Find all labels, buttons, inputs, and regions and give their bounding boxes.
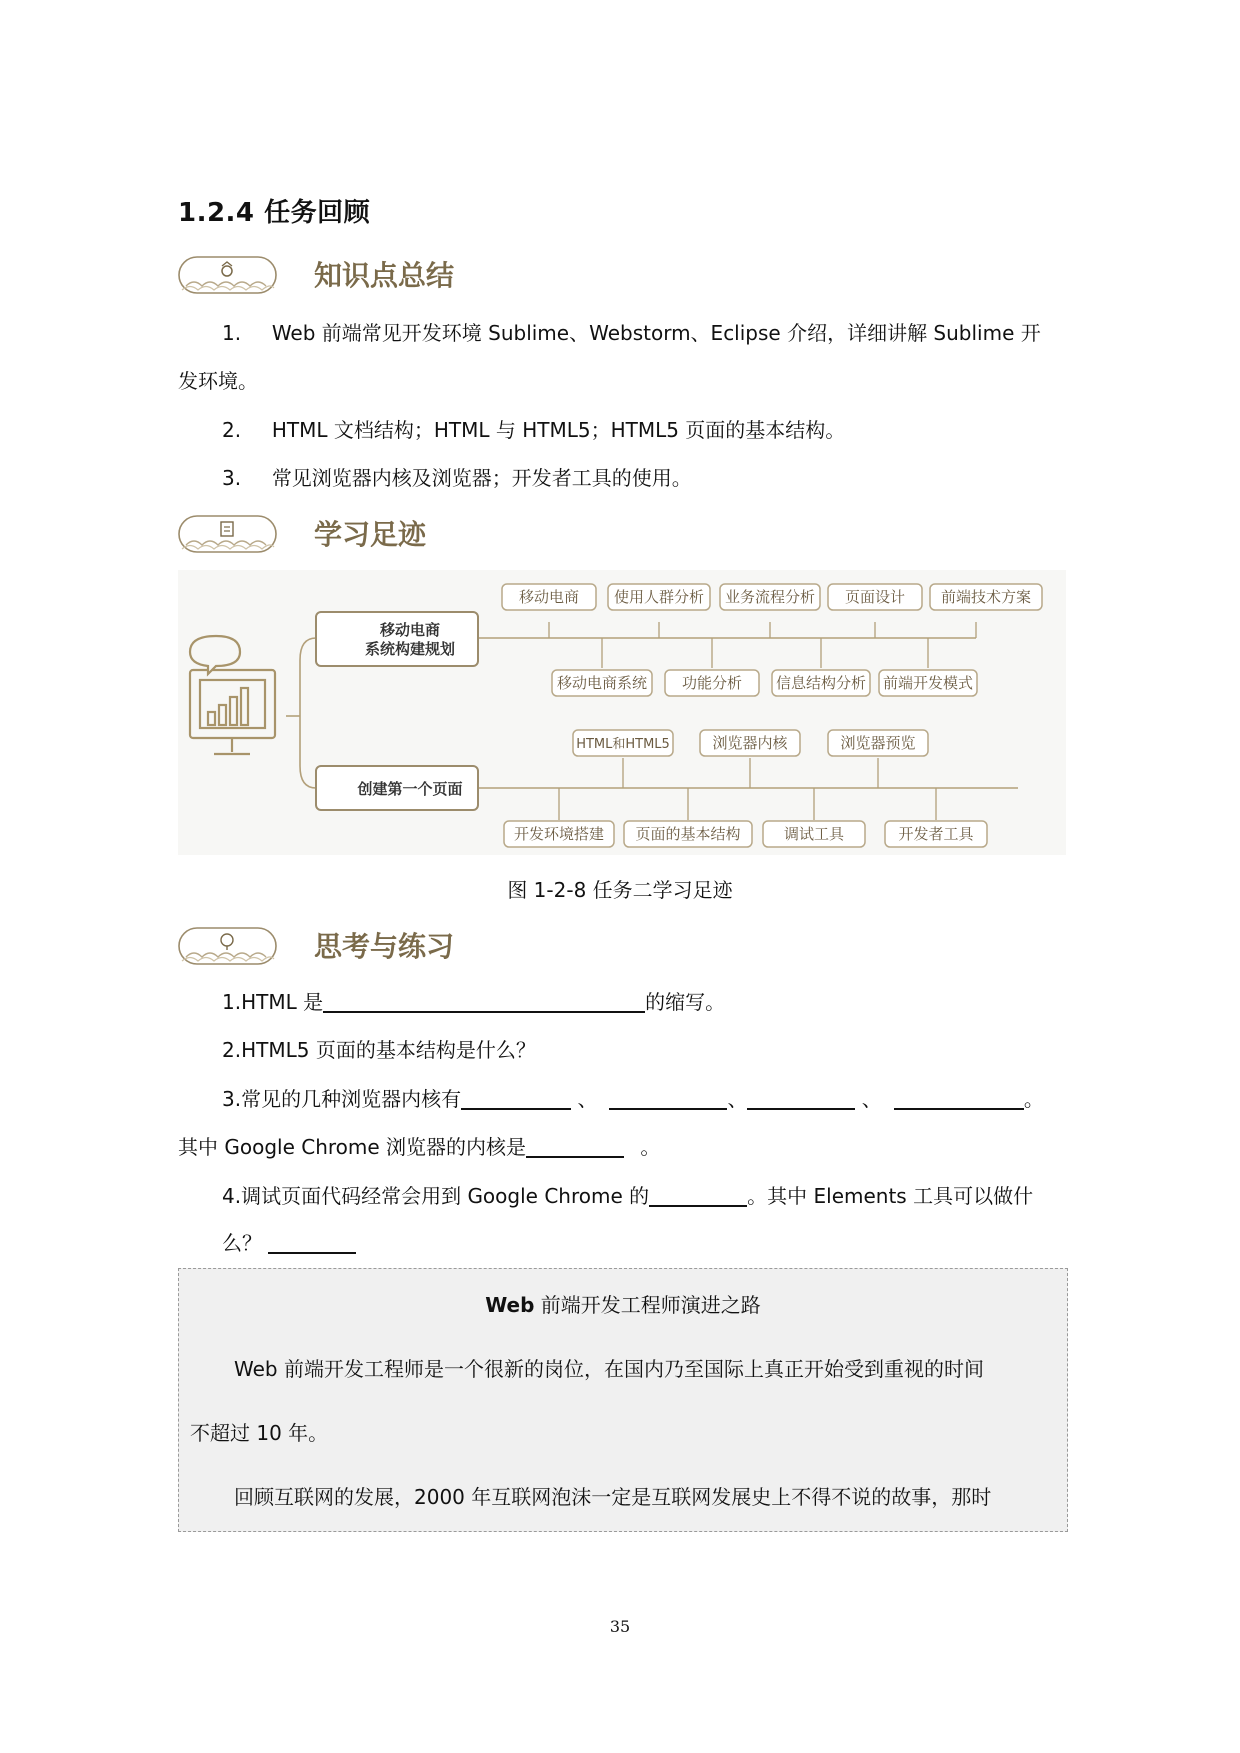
question-1 (222, 988, 725, 1016)
knowledge-item-1-number: 1. (222, 321, 242, 345)
branch1-label-line2: 系统构建规划 (364, 640, 456, 658)
question-4-line2 (222, 1229, 356, 1257)
reading-box (178, 1268, 1068, 1532)
svg-text:功能分析: 功能分析 (681, 674, 743, 692)
q4-answer-blank-2[interactable] (268, 1230, 356, 1254)
knowledge-item-1-continuation: 发环境。 (178, 369, 258, 393)
figure-caption: 图 1-2-8 任务二学习足迹 (507, 878, 733, 902)
q3-answer-blank-5[interactable] (526, 1134, 624, 1158)
svg-text:页面设计: 页面设计 (844, 588, 906, 606)
svg-text:开发环境搭建: 开发环境搭建 (513, 825, 605, 843)
practice-badge-icon (178, 927, 277, 965)
q4-prefix: 4.调试页面代码经常会用到 Google Chrome 的 (222, 1184, 650, 1208)
leaf-node (879, 670, 977, 696)
q3-separator-3: 、 (855, 1087, 882, 1111)
q3-answer-blank-2[interactable] (609, 1086, 727, 1110)
knowledge-item-2-text: HTML 文档结构；HTML 与 HTML5；HTML5 页面的基本结构。 (271, 418, 846, 442)
leaf-node (502, 584, 596, 610)
leaf-node (720, 584, 820, 610)
reading-box-title-rest: 前端开发工程师演进之路 (534, 1293, 761, 1317)
branch1-top-nodes (502, 584, 1042, 610)
q3-answer-blank-3[interactable] (747, 1086, 855, 1110)
section-title-knowledge: 知识点总结 (314, 259, 455, 292)
reading-box-paragraph-2: 回顾互联网的发展，2000 年互联网泡沫一定是互联网发展史上不得不说的故事，那时 (234, 1485, 992, 1509)
section-practice (178, 921, 678, 971)
leaf-node (504, 821, 614, 847)
reading-box-title (179, 1289, 1067, 1318)
knowledge-badge-icon (178, 256, 277, 294)
knowledge-item-3 (222, 464, 692, 492)
leaf-node (930, 584, 1042, 610)
q3-line2-prefix: 其中 Google Chrome 浏览器的内核是 (178, 1135, 527, 1159)
branch1-label-line1: 移动电商 (379, 621, 441, 639)
knowledge-item-3-text: 常见浏览器内核及浏览器；开发者工具的使用。 (271, 466, 692, 490)
q3-line2-end: 。 (634, 1135, 661, 1159)
svg-text:调试工具: 调试工具 (783, 825, 845, 843)
footprint-badge-icon (178, 515, 277, 553)
knowledge-item-1 (222, 319, 1041, 347)
leaf-node (552, 670, 652, 696)
knowledge-item-2 (222, 416, 845, 444)
mindmap-branch-mobile-ecommerce (316, 612, 478, 666)
leaf-node (763, 821, 865, 847)
leaf-node (885, 821, 987, 847)
svg-text:前端开发模式: 前端开发模式 (882, 674, 974, 692)
leaf-node (608, 584, 710, 610)
svg-text:信息结构分析: 信息结构分析 (775, 674, 867, 692)
page-number: 35 (609, 1617, 631, 1636)
q3-prefix: 3.常见的几种浏览器内核有 (222, 1087, 462, 1111)
question-3-line2 (178, 1133, 660, 1161)
svg-text:开发者工具: 开发者工具 (898, 825, 974, 843)
question-4 (222, 1182, 1033, 1210)
svg-text:业务流程分析: 业务流程分析 (724, 588, 816, 606)
svg-text:移动电商系统: 移动电商系统 (556, 674, 648, 692)
leaf-node (665, 670, 759, 696)
branch2-top-nodes (573, 730, 928, 756)
svg-text:使用人群分析: 使用人群分析 (613, 588, 705, 606)
q3-end: 。 (1023, 1087, 1044, 1111)
q4-suffix: 。其中 Elements 工具可以做什 (747, 1184, 1034, 1208)
q3-separator-2: 、 (727, 1087, 748, 1111)
q3-answer-blank-1[interactable] (461, 1086, 571, 1110)
q4-answer-blank-1[interactable] (649, 1183, 747, 1207)
leaf-node (828, 730, 928, 756)
reading-box-paragraph-1: Web 前端开发工程师是一个很新的岗位，在国内乃至国际上真正开始受到重视的时间 (234, 1357, 984, 1381)
svg-text:页面的基本结构: 页面的基本结构 (635, 825, 741, 843)
knowledge-item-2-number: 2. (222, 418, 242, 442)
q1-prefix: 1.HTML 是 (222, 990, 324, 1014)
knowledge-item-1-text: Web 前端常见开发环境 Sublime、Webstorm、Eclipse 介绍，详细讲解 Sublime 开 (271, 321, 1041, 345)
leaf-node (828, 584, 922, 610)
branch2-bottom-nodes (504, 821, 987, 847)
reading-box-paragraph-1-cont: 不超过 10 年。 (190, 1421, 329, 1445)
q3-answer-blank-4[interactable] (894, 1086, 1024, 1110)
q4-line2: 么？ (222, 1231, 262, 1255)
question-2: 2.HTML5 页面的基本结构是什么？ (222, 1038, 536, 1062)
question-3 (222, 1085, 1044, 1113)
learning-footprint-mindmap (178, 570, 1066, 855)
q1-suffix: 的缩写。 (645, 990, 726, 1014)
svg-text:移动电商: 移动电商 (518, 588, 580, 606)
section-title-footprint: 学习足迹 (314, 518, 427, 551)
svg-text:前端技术方案: 前端技术方案 (940, 588, 1032, 606)
section-title-practice: 思考与练习 (314, 930, 455, 963)
q1-answer-blank[interactable] (323, 989, 645, 1013)
mindmap-branch-create-first-page (316, 766, 478, 810)
knowledge-item-3-number: 3. (222, 466, 242, 490)
leaf-node (772, 670, 870, 696)
mindmap-background (178, 570, 1066, 855)
leaf-node (624, 821, 752, 847)
branch2-label: 创建第一个页面 (357, 780, 463, 798)
q3-separator-1: 、 (571, 1087, 598, 1111)
section-knowledge-summary (178, 250, 678, 300)
svg-text:浏览器预览: 浏览器预览 (840, 734, 916, 752)
reading-box-title-bold: Web (485, 1293, 535, 1317)
leaf-node (700, 730, 800, 756)
section-heading: 1.2.4 任务回顾 (178, 198, 371, 228)
svg-text:浏览器内核: 浏览器内核 (712, 734, 788, 752)
section-learning-footprint (178, 509, 678, 559)
leaf-node (573, 730, 673, 756)
svg-text:HTML和HTML5: HTML和HTML5 (576, 737, 670, 752)
